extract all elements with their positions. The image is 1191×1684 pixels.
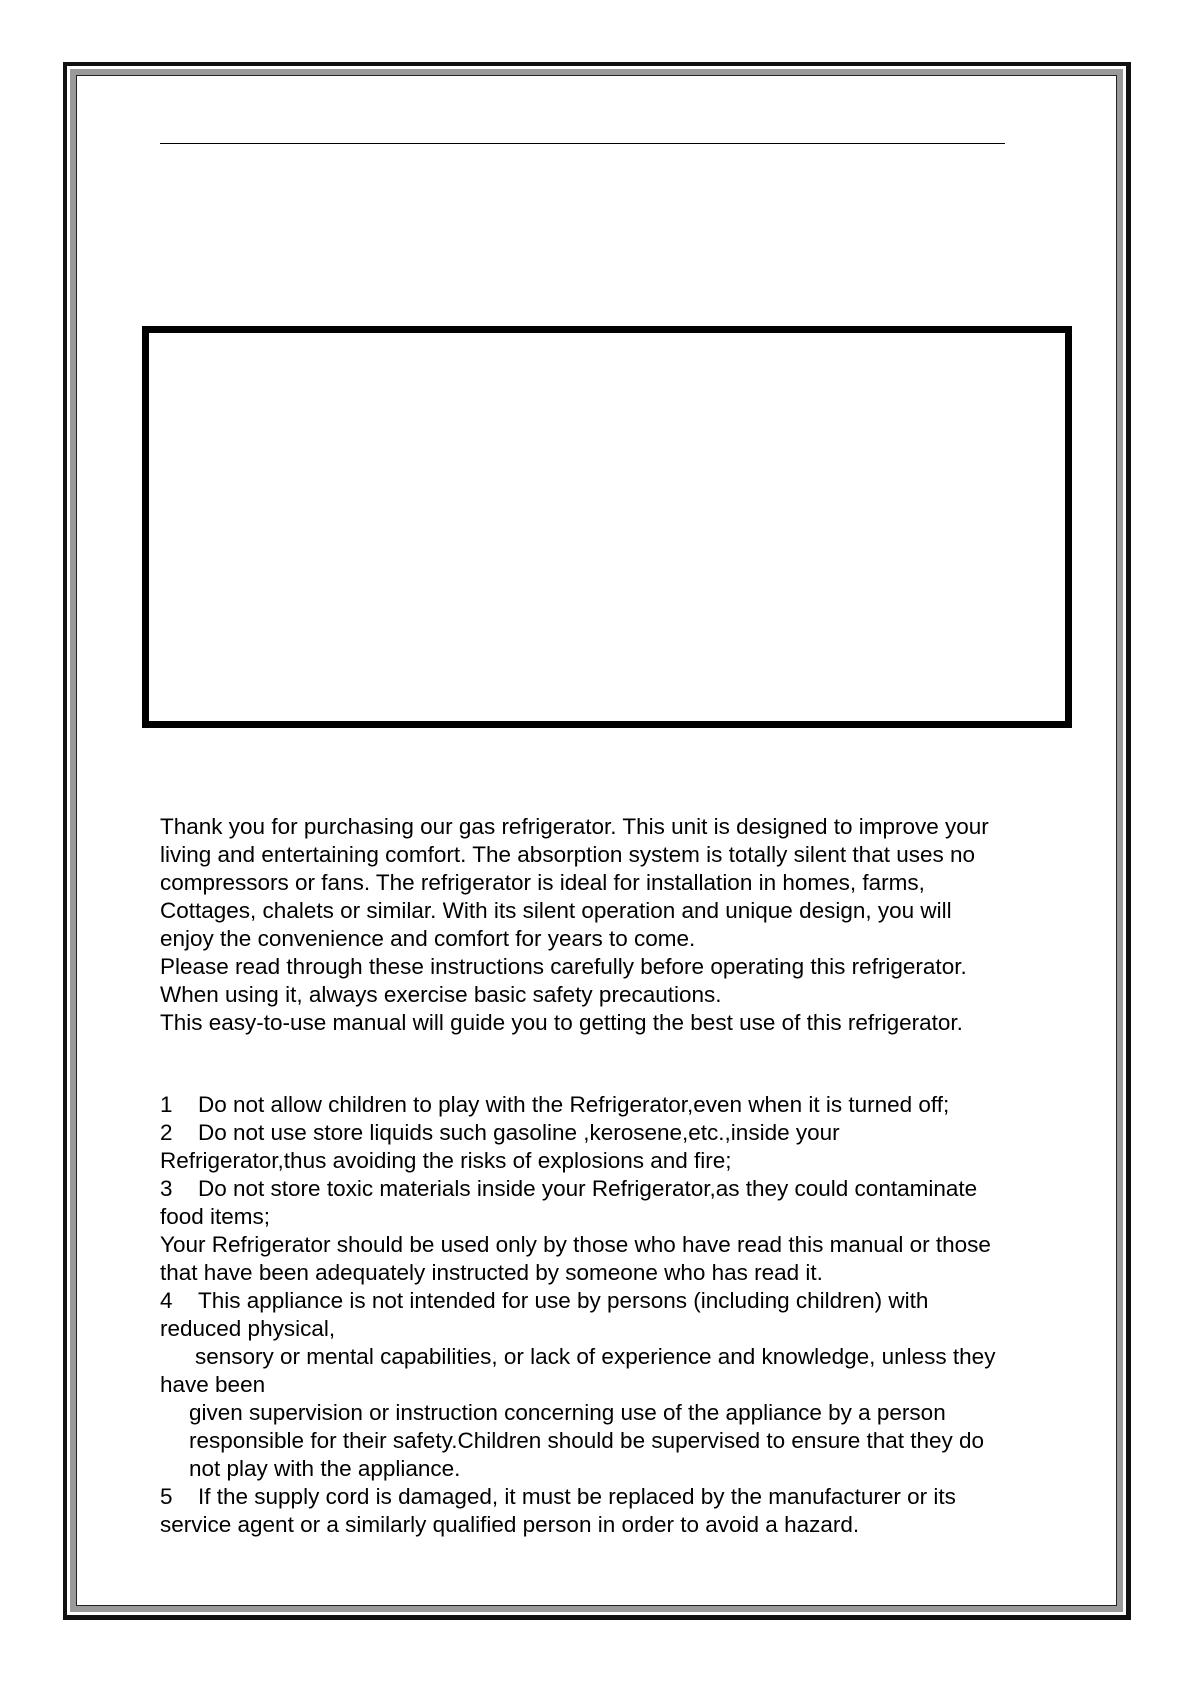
- safety-item-1: [160, 1091, 1060, 1119]
- item-text: Do not use store liquids such gasoline ,kerosene,etc.,inside your: [198, 1120, 840, 1145]
- safety-item-2-cont: Refrigerator,thus avoiding the risks of explosions and fire;: [160, 1148, 732, 1173]
- usage-note-line: that have been adequately instructed by someone who has read it.: [160, 1260, 823, 1285]
- item-text: Do not store toxic materials inside your Refrigerator,as they could contaminate: [198, 1176, 978, 1201]
- intro-line: Thank you for purchasing our gas refrigerator. This unit is designed to improve your: [160, 814, 989, 839]
- header-rule: [160, 143, 1005, 144]
- safety-item-4-cont: reduced physical,: [160, 1316, 336, 1341]
- read-instructions-text: Please read through these instructions carefully before operating this refrigerator.: [160, 954, 967, 979]
- intro-line: enjoy the convenience and comfort for years to come.: [160, 926, 696, 951]
- safety-item-4: [160, 1287, 1060, 1315]
- safety-precautions-text: When using it, always exercise basic safety precautions.: [160, 982, 722, 1007]
- item-text: Do not allow children to play with the Refrigerator,even when it is turned off;: [198, 1092, 950, 1117]
- safety-item-5: [160, 1483, 1060, 1511]
- safety-item-3-cont: food items;: [160, 1204, 271, 1229]
- image-placeholder-box: [142, 326, 1072, 728]
- manual-guide-text: This easy-to-use manual will guide you to getting the best use of this refrigerator.: [160, 1010, 963, 1035]
- safety-item-4-line: not play with the appliance.: [189, 1456, 461, 1481]
- safety-instructions-list: [160, 1091, 1060, 1539]
- item-text: This appliance is not intended for use by persons (including children) with: [198, 1288, 929, 1313]
- item-number: 5: [160, 1484, 173, 1509]
- intro-line: Cottages, chalets or similar. With its silent operation and unique design, you will: [160, 898, 952, 923]
- safety-item-4-line: given supervision or instruction concerning use of the appliance by a person: [189, 1400, 946, 1425]
- safety-item-2: [160, 1119, 1060, 1147]
- intro-line: living and entertaining comfort. The absorption system is totally silent that uses no: [160, 842, 976, 867]
- safety-item-4-line: have been: [160, 1372, 266, 1397]
- intro-line: compressors or fans. The refrigerator is ideal for installation in homes, farms,: [160, 870, 925, 895]
- intro-section: [160, 813, 1060, 1037]
- safety-item-3: [160, 1175, 1060, 1203]
- safety-item-4-line: sensory or mental capabilities, or lack of experience and knowledge, unless they: [195, 1344, 996, 1369]
- safety-item-5-cont: service agent or a similarly qualified person in order to avoid a hazard.: [160, 1512, 860, 1537]
- item-number: 3: [160, 1176, 173, 1201]
- item-text: If the supply cord is damaged, it must be replaced by the manufacturer or its: [198, 1484, 956, 1509]
- item-number: 4: [160, 1288, 173, 1313]
- safety-item-4-line: responsible for their safety.Children should be supervised to ensure that they do: [189, 1428, 985, 1453]
- item-number: 1: [160, 1092, 173, 1117]
- usage-note-line: Your Refrigerator should be used only by those who have read this manual or those: [160, 1232, 991, 1257]
- item-number: 2: [160, 1120, 173, 1145]
